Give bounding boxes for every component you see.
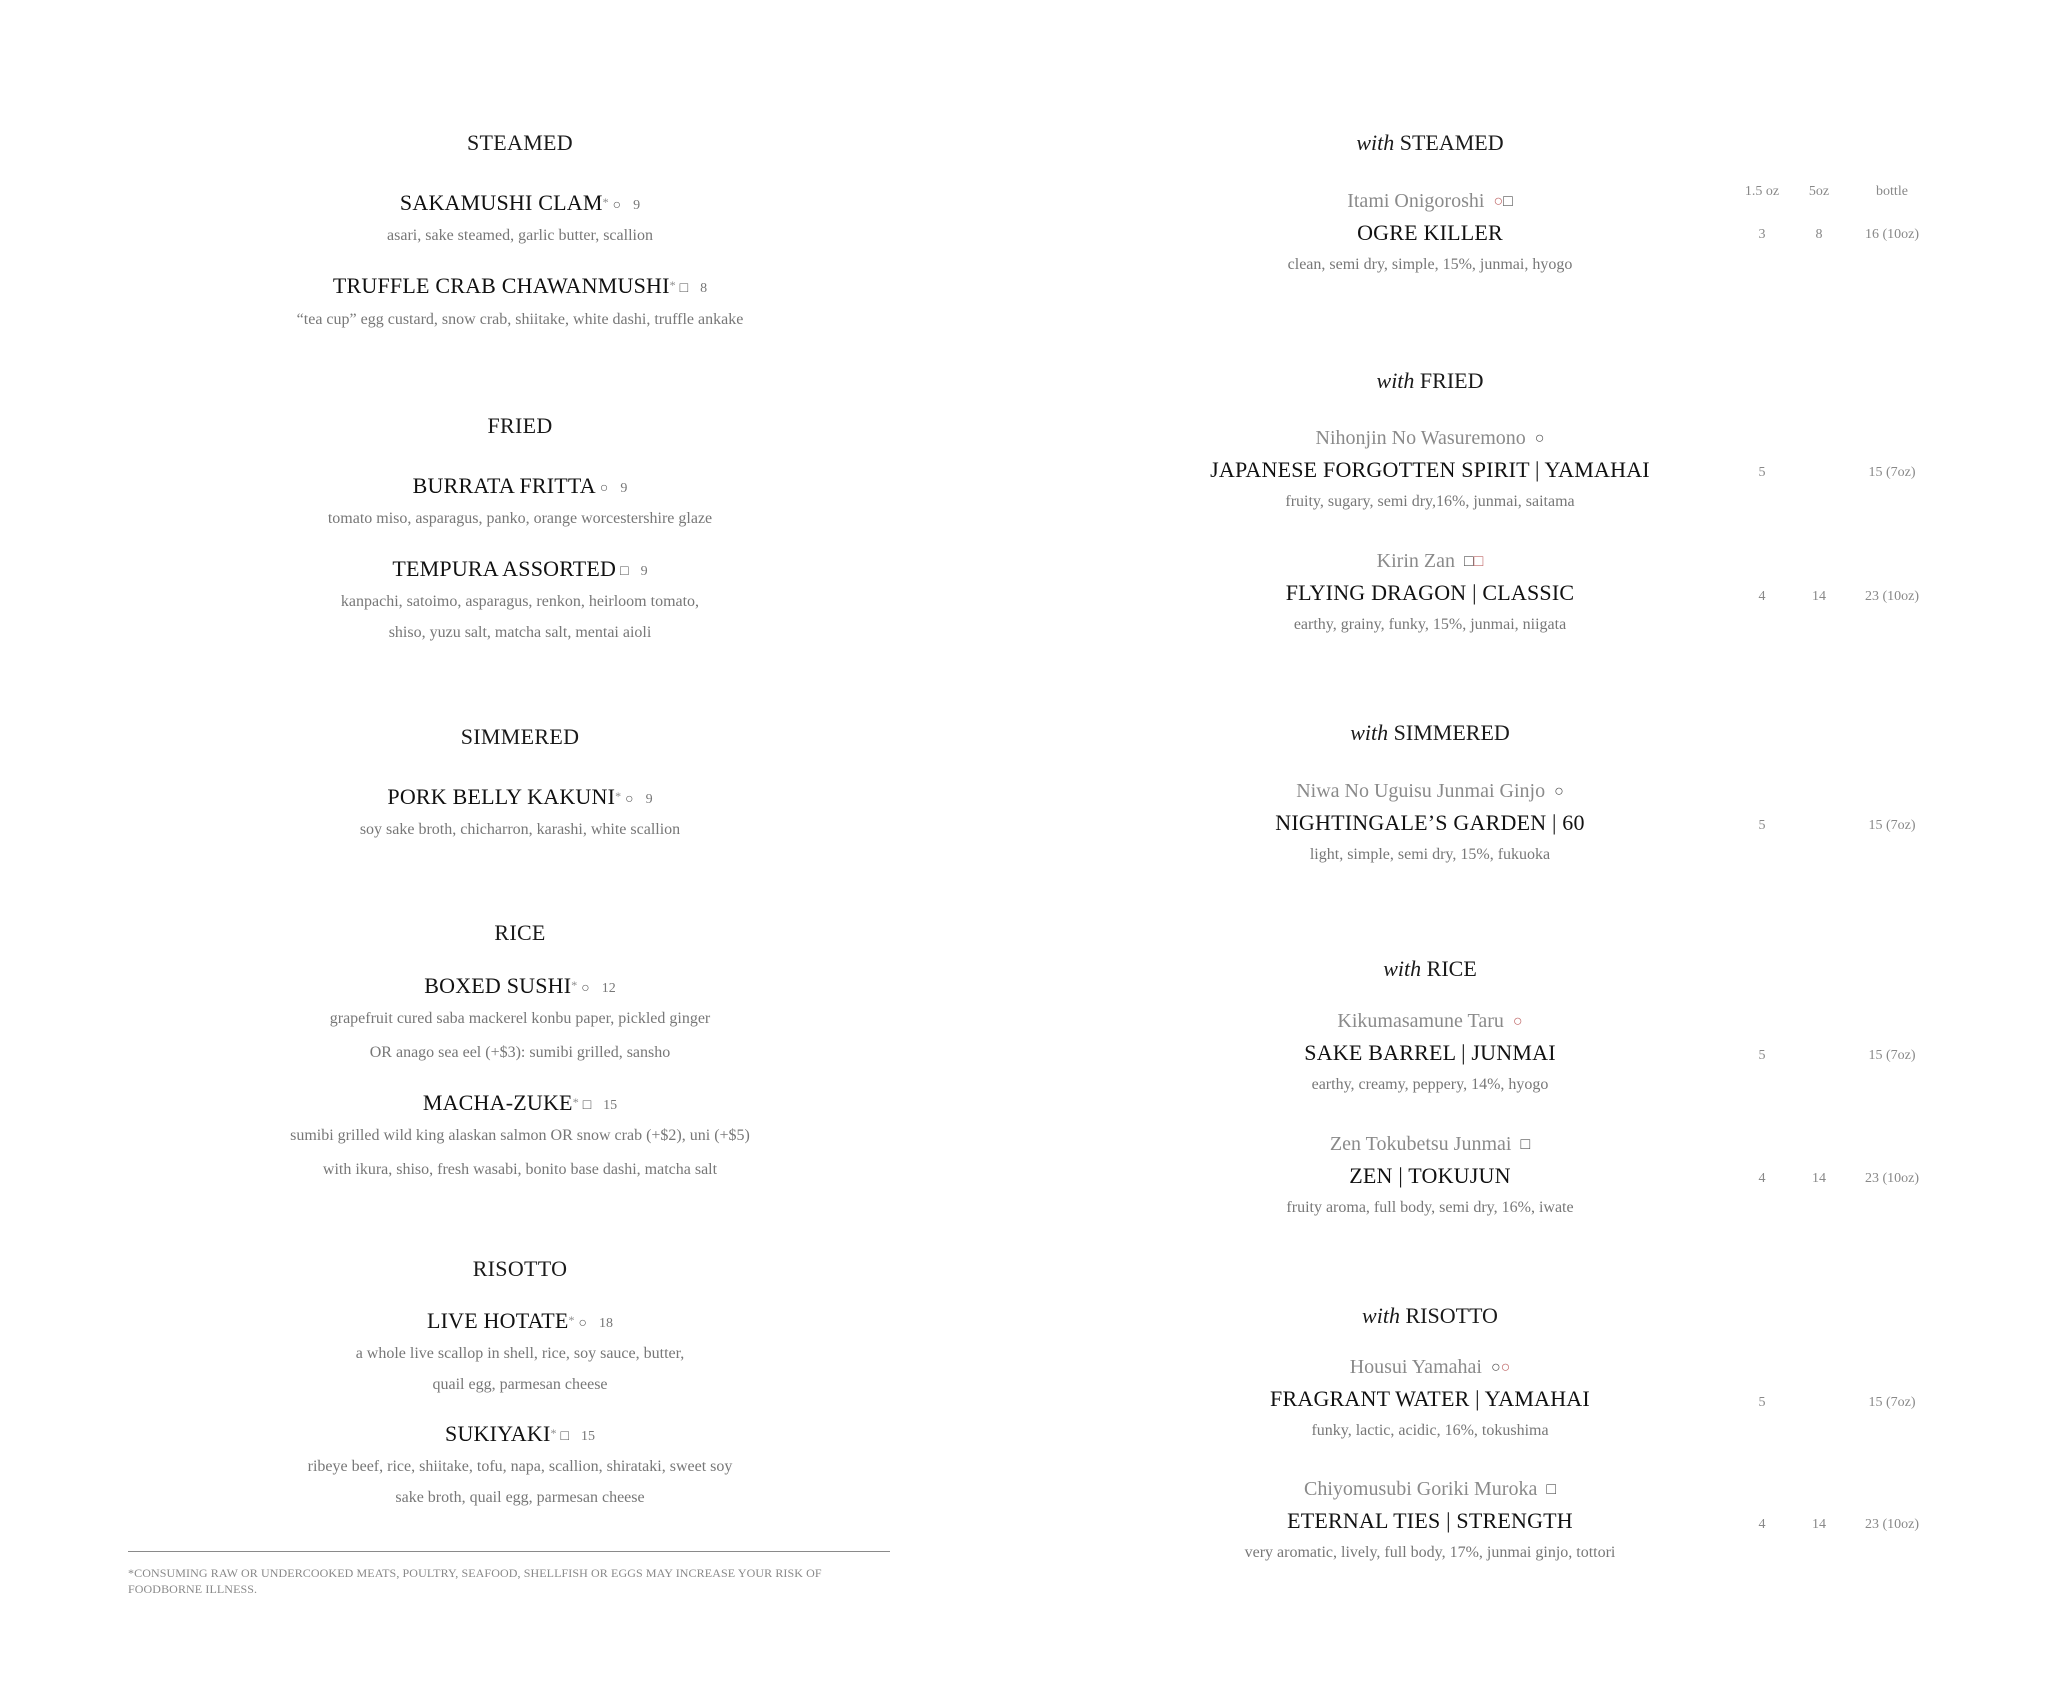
sake-jp-name: [1180, 780, 1680, 803]
sake-tasting-notes: earthy, grainy, funky, 15%, junmai, niigata: [1293, 616, 1567, 633]
sake-english-name: FLYING DRAGON | CLASSIC: [1285, 580, 1575, 605]
dish-price: 15: [603, 1098, 618, 1113]
sake-tasting-notes: clean, semi dry, simple, 15%, junmai, hyogo: [1287, 256, 1573, 273]
raw-food-disclaimer: *CONSUMING RAW OR UNDERCOOKED MEATS, POULTRY, SEAFOOD, SHELLFISH OR EGGS MAY INCREASE YOUR RISK OF FOODBORNE ILLNESS.: [128, 1566, 822, 1596]
square-icon: □: [1473, 553, 1484, 570]
sake-romanized-name: Chiyomusubi Goriki Muroka: [1303, 1478, 1538, 1500]
dish-name: MACHA-ZUKE: [422, 1090, 573, 1115]
sake-jp-name: [1180, 1478, 1680, 1501]
section-title-steamed: STEAMED: [467, 130, 573, 155]
dish-boxed-sushi: [120, 973, 920, 999]
price-bottle: 15 (7oz): [1868, 1048, 1916, 1063]
circle-icon: ○: [1534, 430, 1545, 447]
dish-burrata-fritta: [120, 473, 920, 499]
sake-romanized-name: Nihonjin No Wasuremono: [1315, 427, 1526, 449]
header-bottle: bottle: [1876, 184, 1908, 199]
pairing-title-steamed: [1180, 130, 1680, 156]
sake-tasting-notes: earthy, creamy, peppery, 14%, hyogo: [1311, 1076, 1549, 1093]
raw-warning-asterisk: *: [550, 1426, 557, 1440]
price-bottle: 23 (10oz): [1864, 589, 1920, 604]
section-title-fried: FRIED: [487, 413, 553, 438]
with-label: with: [1376, 368, 1415, 393]
price-bottle: 15 (7oz): [1868, 818, 1916, 833]
price-1-5oz: 5: [1758, 1048, 1766, 1063]
sake-romanized-name: Kirin Zan: [1376, 550, 1455, 572]
sake-romanized-name: Zen Tokubetsu Junmai: [1329, 1133, 1512, 1155]
square-icon: □: [679, 281, 689, 296]
raw-warning-asterisk: *: [572, 1095, 579, 1109]
dish-price: 18: [599, 1316, 614, 1331]
section-title-rice: RICE: [494, 920, 546, 945]
pairing-section-name: FRIED: [1419, 368, 1484, 393]
pairing-section-name: SIMMERED: [1393, 720, 1510, 745]
price-1-5oz: 4: [1758, 1171, 1766, 1186]
price-1-5oz: 5: [1758, 818, 1766, 833]
price-bottle: 15 (7oz): [1868, 465, 1916, 480]
sake-tasting-notes: fruity aroma, full body, semi dry, 16%, iwate: [1286, 1199, 1574, 1216]
description-line: shiso, yuzu salt, matcha salt, mentai aioli: [388, 624, 652, 641]
dish-description: [120, 586, 920, 648]
circle-icon: ○: [612, 198, 622, 213]
dish-description: [120, 1338, 920, 1400]
sake-jp-name: [1180, 1133, 1680, 1156]
sake-tasting-notes: very aromatic, lively, full body, 17%, junmai ginjo, tottori: [1244, 1544, 1616, 1561]
price-5oz: 14: [1812, 589, 1826, 604]
sake-tasting-notes: light, simple, semi dry, 15%, fukuoka: [1309, 846, 1551, 863]
price-1-5oz: 5: [1758, 465, 1766, 480]
description-line: grapefruit cured saba mackerel konbu paper, pickled ginger: [329, 1010, 711, 1027]
description-line: OR anago sea eel (+$3): sumibi grilled, sansho: [369, 1044, 671, 1061]
description-line: ribeye beef, rice, shiitake, tofu, napa, scallion, shirataki, sweet soy: [307, 1458, 733, 1475]
dish-description: [120, 304, 920, 335]
circle-icon: ○: [1490, 1359, 1501, 1376]
footer-divider: [128, 1551, 890, 1552]
with-label: with: [1362, 1303, 1400, 1328]
price-1-5oz: 5: [1758, 1395, 1766, 1410]
price-bottle: 15 (7oz): [1868, 1395, 1916, 1410]
circle-icon: ○: [625, 792, 634, 807]
dish-price: 9: [645, 792, 653, 807]
sake-jp-name: [1180, 550, 1680, 573]
dish-sukiyaki: [120, 1421, 920, 1447]
dish-name: BOXED SUSHI: [424, 973, 572, 998]
square-icon: □: [1520, 1136, 1531, 1153]
description-line: tomato miso, asparagus, panko, orange worcestershire glaze: [327, 510, 713, 527]
dish-description: [120, 1003, 920, 1068]
description-line: a whole live scallop in shell, rice, soy sauce, butter,: [355, 1345, 685, 1362]
square-icon: □: [582, 1098, 592, 1113]
description-line: sumibi grilled wild king alaskan salmon OR snow crab (+$2), uni (+$5): [290, 1127, 750, 1144]
pairing-section-name: STEAMED: [1399, 130, 1504, 155]
header-5oz: 5oz: [1808, 184, 1830, 199]
section-title-simmered: SIMMERED: [460, 724, 580, 749]
sake-romanized-name: Housui Yamahai: [1349, 1356, 1482, 1378]
circle-icon: ○: [1512, 1013, 1523, 1030]
raw-warning-asterisk: *: [571, 978, 578, 992]
price-5oz: 8: [1815, 227, 1823, 242]
dish-price: 15: [580, 1429, 595, 1444]
raw-warning-asterisk: *: [615, 789, 622, 803]
dish-name: LIVE HOTATE: [426, 1308, 569, 1333]
sake-tasting-notes: fruity, sugary, semi dry,16%, junmai, saitama: [1285, 493, 1575, 510]
sake-jp-name: [1180, 190, 1680, 213]
sake-english-name: SAKE BARREL | JUNMAI: [1304, 1040, 1556, 1065]
description-line: kanpachi, satoimo, asparagus, renkon, heirloom tomato,: [340, 593, 700, 610]
dish-macha-zuke: [120, 1090, 920, 1116]
dish-price: 9: [620, 481, 628, 496]
circle-icon: ○: [1493, 193, 1504, 210]
price-bottle: 23 (10oz): [1864, 1171, 1920, 1186]
dish-price: 8: [700, 281, 708, 296]
price-1-5oz: 3: [1758, 227, 1766, 242]
pairing-section-name: RICE: [1426, 956, 1477, 981]
price-5oz: 14: [1812, 1517, 1826, 1532]
sake-jp-name: [1180, 427, 1680, 450]
with-label: with: [1383, 956, 1422, 981]
description-line: sake broth, quail egg, parmesan cheese: [395, 1489, 645, 1506]
sake-english-name: ZEN | TOKUJUN: [1349, 1163, 1511, 1188]
dish-pork-belly-kakuni: [120, 784, 920, 810]
with-label: with: [1356, 130, 1395, 155]
square-icon: □: [1463, 553, 1474, 570]
sake-romanized-name: Niwa No Uguisu Junmai Ginjo: [1296, 780, 1546, 802]
pairing-title-fried: [1180, 368, 1680, 394]
section-title-risotto: RISOTTO: [472, 1256, 568, 1281]
raw-warning-asterisk: *: [669, 278, 676, 292]
dish-description: [120, 1120, 920, 1185]
pairing-title-simmered: [1180, 720, 1680, 746]
dish-description: [120, 1451, 920, 1513]
circle-icon: ○: [599, 481, 609, 496]
dish-name: TEMPURA ASSORTED: [392, 556, 617, 581]
price-1-5oz: 4: [1758, 589, 1766, 604]
dish-live-hotate: [120, 1308, 920, 1334]
dish-name: SUKIYAKI: [445, 1421, 551, 1446]
price-bottle: 23 (10oz): [1864, 1517, 1920, 1532]
dish-description: [120, 220, 920, 251]
price-bottle: 16 (10oz): [1864, 227, 1920, 242]
price-1-5oz: 4: [1758, 1517, 1766, 1532]
description-line: asari, sake steamed, garlic butter, scallion: [387, 227, 653, 244]
description-line: soy sake broth, chicharron, karashi, white scallion: [359, 821, 681, 838]
sake-jp-name: [1180, 1010, 1680, 1033]
description-line: “tea cup” egg custard, snow crab, shiitake, white dashi, truffle ankake: [296, 311, 744, 328]
sake-english-name: ETERNAL TIES | STRENGTH: [1287, 1508, 1573, 1533]
sake-english-name: JAPANESE FORGOTTEN SPIRIT | YAMAHAI: [1210, 457, 1650, 482]
sake-english-name: FRAGRANT WATER | YAMAHAI: [1270, 1386, 1590, 1411]
square-icon: □: [620, 564, 629, 579]
circle-icon: ○: [578, 1316, 588, 1331]
sake-romanized-name: Itami Onigoroshi: [1347, 190, 1485, 212]
sake-romanized-name: Kikumasamune Taru: [1337, 1010, 1504, 1032]
pairing-title-rice: [1180, 956, 1680, 982]
price-5oz: 14: [1812, 1171, 1826, 1186]
circle-icon: ○: [1500, 1359, 1511, 1376]
pairing-section-name: RISOTTO: [1405, 1303, 1498, 1328]
with-label: with: [1350, 720, 1389, 745]
dish-truffle-crab-chawanmushi: [120, 273, 920, 299]
dish-tempura-assorted: [120, 556, 920, 582]
square-icon: □: [1503, 193, 1513, 210]
dish-sakamushi-clam: [120, 190, 920, 216]
circle-icon: ○: [581, 981, 590, 996]
sake-english-name: NIGHTINGALE’S GARDEN | 60: [1275, 810, 1585, 835]
square-icon: □: [560, 1429, 569, 1444]
dish-description: [120, 503, 920, 534]
raw-warning-asterisk: *: [568, 1313, 575, 1327]
square-icon: □: [1546, 1481, 1556, 1498]
dish-name: BURRATA FRITTA: [412, 473, 596, 498]
description-line: with ikura, shiso, fresh wasabi, bonito base dashi, matcha salt: [322, 1161, 718, 1178]
description-line: quail egg, parmesan cheese: [432, 1376, 608, 1393]
header-1-5oz: 1.5 oz: [1744, 184, 1780, 199]
dish-name: SAKAMUSHI CLAM: [399, 190, 603, 215]
raw-warning-asterisk: *: [602, 195, 609, 209]
circle-icon: ○: [1554, 783, 1564, 800]
dish-price: 12: [601, 981, 616, 996]
pairing-title-risotto: [1180, 1303, 1680, 1329]
dish-name: PORK BELLY KAKUNI: [387, 784, 616, 809]
dish-price: 9: [640, 564, 648, 579]
sake-jp-name: [1180, 1356, 1680, 1379]
dish-name: TRUFFLE CRAB CHAWANMUSHI: [332, 273, 670, 298]
dish-description: [120, 814, 920, 845]
sake-english-name: OGRE KILLER: [1357, 220, 1503, 245]
dish-price: 9: [633, 198, 641, 213]
sake-tasting-notes: funky, lactic, acidic, 16%, tokushima: [1311, 1422, 1549, 1439]
